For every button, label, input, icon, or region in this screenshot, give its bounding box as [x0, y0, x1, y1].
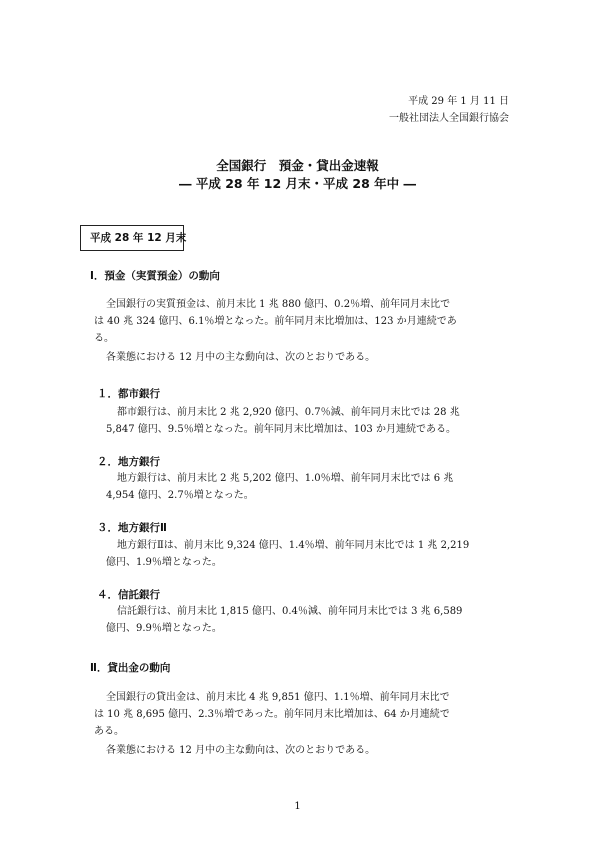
city-banks-line2: 5,847 億円、9.5％増となった。前年同月末比増加は、103 か月連続である。	[106, 424, 456, 435]
regional-banks-line1: 地方銀行は、前月末比 2 兆 5,202 億円、1.0％増、前年同月末比では 6 兆	[117, 473, 454, 484]
loans-intro-line2: は 10 兆 8,695 億円、2.3％増であった。前年同月末比増加は、64 か月連続で	[94, 709, 450, 720]
loans-intro-line3: ある。	[94, 726, 124, 737]
loans-heading: Ⅱ．貸出金の動向	[90, 662, 171, 674]
deposits-intro-line2: は 40 兆 324 億円、6.1％増となった。前年同月末比増加は、123 か月連続であ	[94, 316, 457, 327]
deposits-intro-line1: 全国銀行の実質預金は、前月末比 1 兆 880 億円、0.2％増、前年同月末比で	[106, 299, 451, 310]
loans-intro-line1: 全国銀行の貸出金は、前月末比 4 兆 9,851 億円、1.1％増、前年同月末比で	[106, 692, 450, 703]
trust-banks-line1: 信託銀行は、前月末比 1,815 億円、0.4％減、前年同月末比では 3 兆 6,589	[117, 606, 463, 617]
document-subtitle: ― 平成 28 年 12 月末・平成 28 年中 ―	[179, 176, 416, 191]
issuer-name: 一般社団法人全国銀行協会	[389, 113, 509, 124]
document-title: 全国銀行 預金・貸出金速報	[216, 158, 379, 173]
city-banks-line1: 都市銀行は、前月末比 2 兆 2,920 億円、0.7％減、前年同月末比では 28 兆	[117, 407, 460, 418]
regional-banks-2-line1: 地方銀行Ⅱは、前月末比 9,324 億円、1.4％増、前年同月末比では 1 兆 2,219	[117, 540, 470, 551]
regional-banks-2-heading: ３．地方銀行Ⅱ	[97, 522, 167, 534]
period-label-box: 平成 28 年 12 月末	[80, 225, 184, 251]
regional-banks-2-line2: 億円、1.9％増となった。	[106, 557, 222, 568]
trust-banks-heading: ４．信託銀行	[97, 589, 160, 601]
report-date: 平成 29 年 1 月 11 日	[408, 96, 509, 107]
regional-banks-heading: ２．地方銀行	[97, 456, 160, 468]
deposits-intro-line3: る。	[94, 333, 114, 344]
deposits-intro-note: 各業態における 12 月中の主な動向は、次のとおりである。	[106, 352, 376, 363]
city-banks-heading: １．都市銀行	[97, 388, 160, 400]
trust-banks-line2: 億円、9.9％増となった。	[106, 623, 222, 634]
loans-intro-note: 各業態における 12 月中の主な動向は、次のとおりである。	[106, 745, 376, 756]
deposits-heading: Ⅰ．預金（実質預金）の動向	[90, 270, 220, 282]
page-number: 1	[294, 801, 301, 812]
regional-banks-line2: 4,954 億円、2.7％増となった。	[106, 490, 254, 501]
